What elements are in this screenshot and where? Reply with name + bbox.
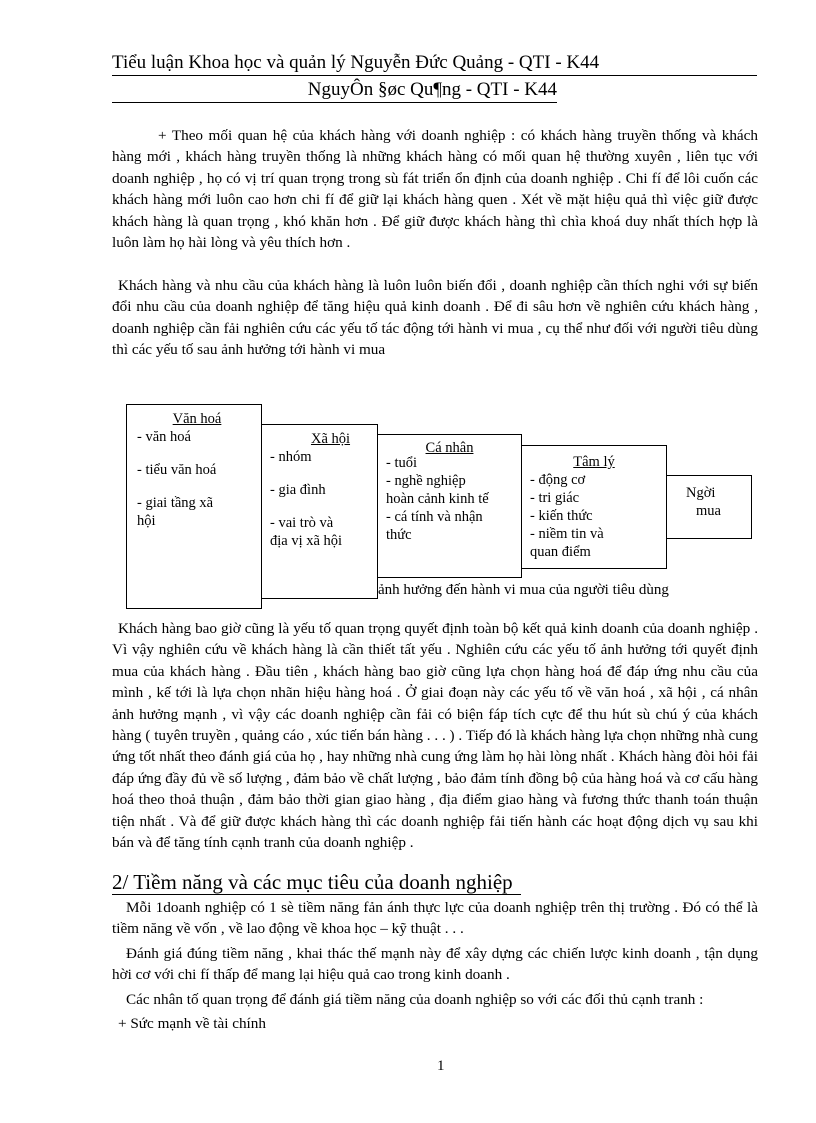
box-item: - giai tầng xã: [137, 495, 214, 511]
paragraph-customer-needs: [112, 275, 758, 361]
box-title: Văn hoá: [172, 411, 222, 427]
section-heading-text: 2/ Tiềm năng và các mục tiêu của doanh nghiệp: [112, 870, 521, 895]
box-title: Tâm lý: [573, 454, 615, 470]
paragraph-text: Khách hàng và nhu cầu của khách hàng là luôn luôn biến đổi , doanh nghiệp cần thích nghi với sự biến đổi nhu cầu của doanh nghiệp để tăng hiệu quả kinh doanh . Để đi sâu hơn về nghiên cứu khách hàng , doanh nghiệp cần fải nghiên cứu các yếu tố tác động tới hành vi mua , cụ thể như đối với người tiêu dùng thì các yếu tố sau ảnh hưởng tới hành vi mua: [112, 277, 758, 359]
box-buyer: [666, 475, 752, 539]
box-title: Xã hội: [310, 431, 351, 447]
paragraph-text: + Theo mối quan hệ của khách hàng với doanh nghiệp : có khách hàng truyền thống và khách hàng mới , khách hàng truyền thống là những khách hàng có mối quan hệ thường xuyên , liên tục với doanh nghiệp , họ có vị trí quan trọng trong sù fát triển ổn định của doanh nghiệp . Chi fí để lôi cuốn các khách hàng mới luôn cao hơn chi fí để giữ lại khách hàng quen . Xét về mặt hiệu quả thì việc giữ được khách hàng là quan trọng , khó khăn hơn . Để giữ được khách hàng thì chìa khoá duy nhất thích hợp là luôn làm họ hài lòng và yêu thích hơn .: [112, 127, 758, 252]
box-item: - văn hoá: [137, 429, 191, 445]
box-culture: [126, 404, 262, 609]
paragraph-customer-relations: [112, 125, 758, 253]
box-society: [261, 424, 378, 599]
box-title: Cá nhân: [425, 440, 474, 456]
box-item: - tiểu văn hoá: [137, 462, 217, 478]
diagram-caption: ảnh hưởng đến hành vi mua của người tiêu dùng: [378, 582, 669, 597]
box-psychology: [521, 445, 667, 569]
paragraph-text: Đánh giá đúng tiềm năng , khai thác thế mạnh này để xây dựng các chiến lược kinh doanh , tận dụng hời cơ với chi fí thấp để mang lại hiệu quả cao trong kinh doanh .: [112, 944, 758, 984]
box-item: - gia đình: [270, 482, 326, 498]
paragraph-text: + Sức mạnh về tài chính: [118, 1015, 266, 1033]
paragraph-text: Mỗi 1doanh nghiệp có 1 sè tiềm năng fản ánh thực lực của doanh nghiệp trên thị trường . Đó có thể là tiềm năng về vốn , về lao động về khoa học – kỹ thuật . . .: [112, 899, 758, 938]
box-item: địa vị xã hội: [270, 533, 343, 549]
box-item: thức: [386, 527, 412, 543]
buyer-label-line2: mua: [696, 503, 721, 519]
box-item: - tuổi: [386, 455, 418, 471]
box-item: - tri giác: [530, 490, 580, 506]
paragraph-text: Khách hàng bao giờ cũng là yếu tố quan trọng quyết định toàn bộ kết quả kinh doanh của doanh nghiệp . Vì vậy nghiên cứu về khách hàng là cần thiết tất yếu . Nghiên cứu các yếu tố ảnh hưởng tới quyết định mua của khách hàng . Đầu tiên , khách hàng bao giờ cũng lựa chọn hàng hoá để đáp ứng nhu cầu của mình , kế tới là lựa chọn nhãn hiệu hàng hoá . Ở giai đoạn này các yếu tố về văn hoá , xã hội , cá nhân ảnh hưởng mạnh , vì vậy các doanh nghiệp cần fải có biện fáp tích cực để thu hút sù chú ý của khách hàng ( tuyên truyền , quảng cáo , xúc tiến bán hàng . . . ) . Tiếp đó là khách hàng lựa chọn những nhà cung ứng tốt nhất theo đánh giá của họ , hay những nhà cung ứng làm họ hài lòng nhất . Khách hàng đòi hỏi fải đáp ứng đầy đủ về số lượng , đảm bảo về chất lượng , bảo đảm tính đồng bộ của hàng hoá và cơ cấu hàng hoá theo thoả thuận , đảm bảo thời gian giao hàng , địa điểm giao hàng và fương thức thanh toán thuận tiện nhất . Và để giữ được khách hàng thì các doanh nghiệp fải tiến hành các hoạt động dịch vụ sau khi bán và để tăng tính cạnh tranh của doanh nghiệp .: [112, 620, 758, 852]
box-item: hoàn cảnh kinh tế: [386, 491, 489, 507]
box-personal: [377, 434, 522, 578]
box-item: - nhóm: [270, 449, 312, 465]
box-item: quan điểm: [530, 544, 591, 560]
box-item: - động cơ: [530, 472, 586, 488]
section-body: [112, 897, 758, 1034]
box-item: - vai trò và: [270, 515, 334, 531]
paragraph-text: Các nhân tố quan trọng để đánh giá tiềm năng của doanh nghiệp so với các đối thủ cạnh tranh :: [126, 990, 704, 1008]
box-item: - nghề nghiệp: [386, 473, 466, 489]
section-heading: [112, 870, 521, 895]
box-item: - cá tính và nhận: [386, 509, 483, 525]
box-item: - niềm tin và: [530, 526, 604, 542]
paragraph-customer-importance: [112, 618, 758, 853]
buyer-label-line1: Ngời: [686, 485, 716, 501]
box-item: hội: [137, 513, 156, 529]
header-title: Tiểu luận Khoa học và quản lý Nguyễn Đức Quảng - QTI - K44: [112, 52, 757, 76]
page-number: 1: [437, 1058, 445, 1074]
box-item: - kiến thức: [530, 508, 593, 524]
header-author: NguyÔn §øc Qu¶ng - QTI - K44: [112, 79, 557, 103]
